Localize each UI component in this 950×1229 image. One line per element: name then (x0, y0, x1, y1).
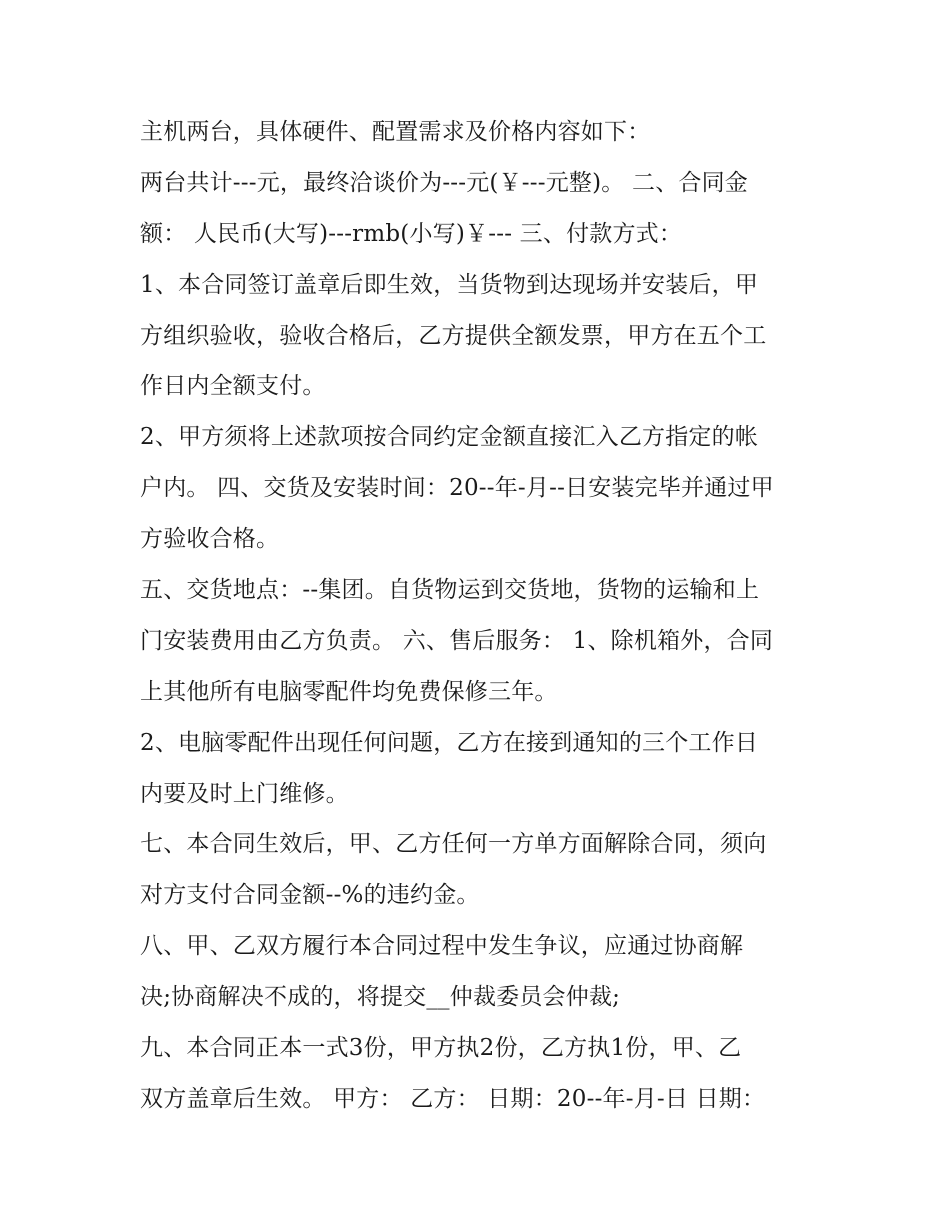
text-line: 双方盖章后生效。 甲方： 乙方： 日期：20--年-月-日 日期： (140, 1085, 766, 1112)
text-line: 主机两台，具体硬件、配置需求及价格内容如下： (140, 119, 651, 145)
text-line: 上其他所有电脑零配件均免费保修三年。 (140, 678, 558, 705)
text-line: 决;协商解决不成的，将提交__仲裁委员会仲裁; (140, 984, 621, 1011)
text-line: 作日内全额支付。 (140, 373, 326, 400)
text-line: 五、交货地点：--集团。自货物运到交货地，货物的运输和上 (140, 577, 760, 604)
text-line: 户内。 四、交货及安装时间：20--年-月--日安装完毕并通过甲 (140, 475, 774, 502)
text-line: 方组织验收，验收合格后，乙方提供全额发票，甲方在五个工 (140, 322, 767, 349)
text-line: 额： 人民币(大写)---rmb(小写)￥--- 三、付款方式： (140, 220, 683, 247)
text-line: 七、本合同生效后，甲、乙方任何一方单方面解除合同，须向 (140, 831, 767, 858)
text-line: 对方支付合同金额--%的违约金。 (140, 882, 480, 909)
contract-text (140, 107, 820, 1125)
text-line: 八、甲、乙双方履行本合同过程中发生争议，应通过协商解 (140, 933, 744, 960)
text-line: 2、电脑零配件出现任何问题，乙方在接到通知的三个工作日 (140, 729, 759, 756)
text-line: 九、本合同正本一式3份，甲方执2份，乙方执1份，甲、乙 (140, 1035, 742, 1062)
text-line: 门安装费用由乙方负责。 六、售后服务： 1、除机箱外，合同 (140, 627, 774, 654)
text-line: 1、本合同签订盖章后即生效，当货物到达现场并安装后，甲 (140, 271, 759, 298)
text-line: 2、甲方须将上述款项按合同约定金额直接汇入乙方指定的帐 (140, 424, 759, 451)
text-line: 方验收合格。 (140, 526, 280, 553)
text-line: 两台共计---元，最终洽谈价为---元(￥---元整)。 二、合同金 (140, 169, 749, 196)
text-line: 内要及时上门维修。 (140, 780, 349, 807)
